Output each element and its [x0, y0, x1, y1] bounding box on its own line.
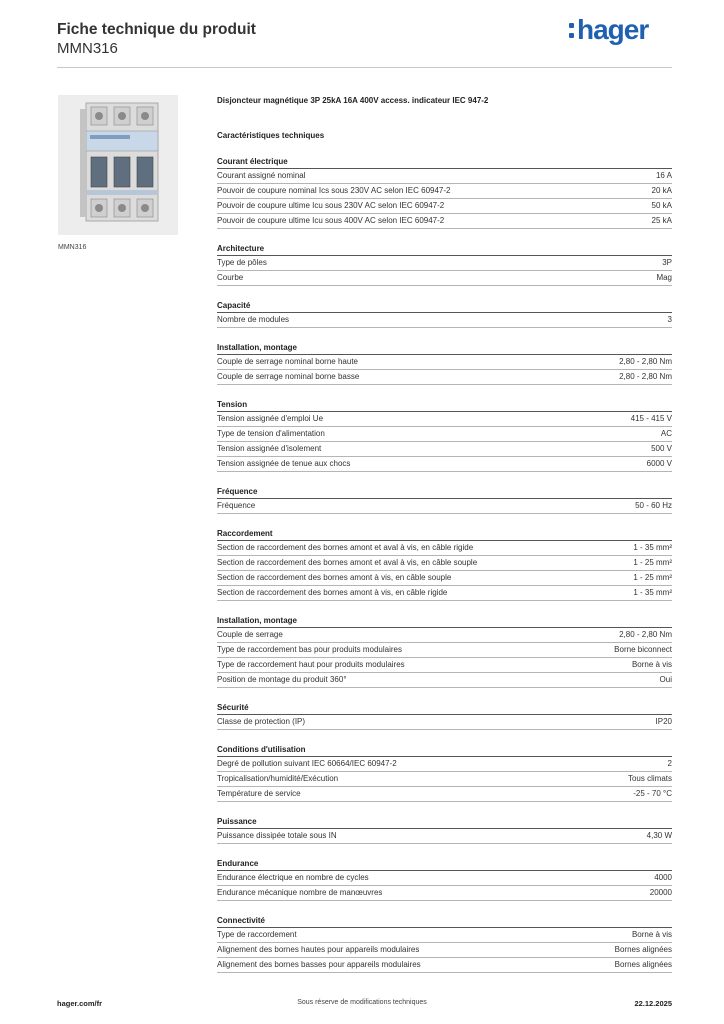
spec-sections	[217, 156, 672, 973]
section-title: Conditions d'utilisation	[217, 744, 672, 757]
spec-value: 1 - 35 mm²	[633, 588, 672, 597]
spec-label: Type de raccordement haut pour produits modulaires	[217, 660, 405, 669]
footer-website-link[interactable]: hager.com/fr	[57, 999, 103, 1008]
spec-row	[217, 673, 672, 688]
spec-label: Tension assignée de tenue aux chocs	[217, 459, 351, 468]
product-image	[58, 95, 178, 235]
spec-value: 16 A	[655, 171, 672, 180]
spec-section	[217, 486, 672, 514]
spec-value: 6000 V	[646, 459, 672, 468]
image-caption: MMN316	[58, 244, 87, 251]
spec-row	[217, 256, 672, 271]
spec-value: 3P	[662, 258, 672, 267]
spec-row	[217, 643, 672, 658]
spec-label: Couple de serrage nominal borne haute	[217, 357, 358, 366]
section-title: Courant électrique	[217, 156, 672, 169]
spec-section	[217, 816, 672, 844]
spec-value: 50 - 60 Hz	[635, 501, 672, 510]
hager-logo	[569, 16, 648, 44]
spec-label: Tropicalisation/humidité/Exécution	[217, 774, 339, 783]
specs-heading: Caractéristiques techniques	[217, 131, 325, 140]
spec-section	[217, 300, 672, 328]
spec-value: -25 - 70 °C	[633, 789, 672, 798]
header-divider	[57, 67, 672, 68]
spec-label: Endurance électrique en nombre de cycles	[217, 873, 369, 882]
spec-section	[217, 528, 672, 601]
spec-value: 1 - 25 mm²	[633, 573, 672, 582]
spec-row	[217, 586, 672, 601]
spec-row	[217, 571, 672, 586]
section-title: Installation, montage	[217, 615, 672, 628]
spec-value: IP20	[655, 717, 672, 726]
spec-value: Tous climats	[627, 774, 672, 783]
spec-value: 500 V	[651, 444, 672, 453]
spec-label: Nombre de modules	[217, 315, 290, 324]
spec-label: Pouvoir de coupure nominal Ics sous 230V AC selon IEC 60947-2	[217, 186, 451, 195]
spec-row	[217, 370, 672, 385]
spec-label: Tension assignée d'isolement	[217, 444, 322, 453]
spec-label: Type de raccordement bas pour produits modulaires	[217, 645, 402, 654]
spec-row	[217, 199, 672, 214]
spec-row	[217, 943, 672, 958]
spec-label: Couple de serrage nominal borne basse	[217, 372, 360, 381]
spec-section	[217, 858, 672, 901]
section-title: Sécurité	[217, 702, 672, 715]
spec-row	[217, 427, 672, 442]
spec-row	[217, 772, 672, 787]
spec-value: Bornes alignées	[614, 960, 672, 969]
circuit-breaker-icon	[58, 95, 178, 235]
spec-value: 1 - 35 mm²	[633, 543, 672, 552]
spec-label: Classe de protection (IP)	[217, 717, 306, 726]
spec-value: Mag	[656, 273, 672, 282]
spec-row	[217, 541, 672, 556]
spec-value: 2,80 - 2,80 Nm	[619, 372, 672, 381]
product-reference: MMN316	[57, 40, 118, 57]
spec-row	[217, 886, 672, 901]
spec-value: Bornes alignées	[614, 945, 672, 954]
logo-dots-icon	[569, 23, 574, 38]
spec-section	[217, 702, 672, 730]
spec-value: AC	[660, 429, 672, 438]
spec-label: Courant assigné nominal	[217, 171, 306, 180]
spec-row	[217, 271, 672, 286]
section-title: Architecture	[217, 243, 672, 256]
page-title: Fiche technique du produit	[57, 21, 256, 38]
section-title: Raccordement	[217, 528, 672, 541]
section-title: Capacité	[217, 300, 672, 313]
spec-label: Position de montage du produit 360°	[217, 675, 347, 684]
spec-row	[217, 829, 672, 844]
spec-value: 25 kA	[651, 216, 672, 225]
spec-value: 2,80 - 2,80 Nm	[619, 630, 672, 639]
spec-label: Puissance dissipée totale sous IN	[217, 831, 337, 840]
spec-label: Fréquence	[217, 501, 256, 510]
section-title: Connectivité	[217, 915, 672, 928]
spec-value: 50 kA	[651, 201, 672, 210]
spec-section	[217, 744, 672, 802]
spec-section	[217, 615, 672, 688]
spec-value: 2,80 - 2,80 Nm	[619, 357, 672, 366]
spec-label: Section de raccordement des bornes amont à vis, en câble rigide	[217, 588, 448, 597]
spec-value: Borne biconnect	[614, 645, 672, 654]
spec-label: Section de raccordement des bornes amont et aval à vis, en câble rigide	[217, 543, 474, 552]
spec-row	[217, 658, 672, 673]
spec-content	[217, 95, 672, 973]
spec-row	[217, 214, 672, 229]
section-title: Installation, montage	[217, 342, 672, 355]
spec-label: Tension assignée d'emploi Ue	[217, 414, 324, 423]
section-title: Tension	[217, 399, 672, 412]
footer-date: 22.12.2025	[634, 999, 672, 1008]
spec-row	[217, 355, 672, 370]
spec-value: 1 - 25 mm²	[633, 558, 672, 567]
spec-label: Couple de serrage	[217, 630, 283, 639]
section-title: Fréquence	[217, 486, 672, 499]
spec-row	[217, 184, 672, 199]
spec-label: Degré de pollution suivant IEC 60664/IEC 60947-2	[217, 759, 397, 768]
spec-label: Température de service	[217, 789, 301, 798]
spec-row	[217, 499, 672, 514]
spec-value: 20000	[649, 888, 672, 897]
spec-row	[217, 787, 672, 802]
footer-notice: Sous réserve de modifications techniques	[297, 999, 427, 1006]
spec-label: Type de pôles	[217, 258, 267, 267]
spec-row	[217, 757, 672, 772]
spec-value: 415 - 415 V	[630, 414, 672, 423]
spec-row	[217, 715, 672, 730]
spec-value: 2	[667, 759, 672, 768]
spec-section	[217, 915, 672, 973]
spec-row	[217, 628, 672, 643]
spec-label: Pouvoir de coupure ultime Icu sous 400V AC selon IEC 60947-2	[217, 216, 445, 225]
logo-text: hager	[577, 14, 649, 45]
spec-label: Type de raccordement	[217, 930, 297, 939]
product-description: Disjoncteur magnétique 3P 25kA 16A 400V access. indicateur IEC 947-2	[217, 96, 489, 105]
spec-row	[217, 871, 672, 886]
spec-value: Borne à vis	[631, 660, 672, 669]
spec-value: 3	[667, 315, 672, 324]
spec-label: Alignement des bornes basses pour appareils modulaires	[217, 960, 421, 969]
spec-row	[217, 442, 672, 457]
spec-label: Section de raccordement des bornes amont et aval à vis, en câble souple	[217, 558, 478, 567]
spec-row	[217, 412, 672, 427]
spec-label: Type de tension d'alimentation	[217, 429, 325, 438]
spec-section	[217, 342, 672, 385]
spec-row	[217, 958, 672, 973]
spec-label: Pouvoir de coupure ultime Icu sous 230V AC selon IEC 60947-2	[217, 201, 445, 210]
spec-value: 20 kA	[651, 186, 672, 195]
section-title: Puissance	[217, 816, 672, 829]
spec-label: Alignement des bornes hautes pour appareils modulaires	[217, 945, 420, 954]
spec-row	[217, 313, 672, 328]
spec-label: Courbe	[217, 273, 244, 282]
spec-row	[217, 928, 672, 943]
spec-value: 4000	[654, 873, 672, 882]
spec-row	[217, 556, 672, 571]
spec-value: 4,30 W	[646, 831, 672, 840]
spec-row	[217, 457, 672, 472]
spec-value: Oui	[659, 675, 672, 684]
spec-label: Section de raccordement des bornes amont à vis, en câble souple	[217, 573, 452, 582]
spec-section	[217, 399, 672, 472]
section-title: Endurance	[217, 858, 672, 871]
spec-value: Borne à vis	[631, 930, 672, 939]
spec-label: Endurance mécanique nombre de manœuvres	[217, 888, 383, 897]
spec-row	[217, 169, 672, 184]
spec-section	[217, 243, 672, 286]
spec-section	[217, 156, 672, 229]
